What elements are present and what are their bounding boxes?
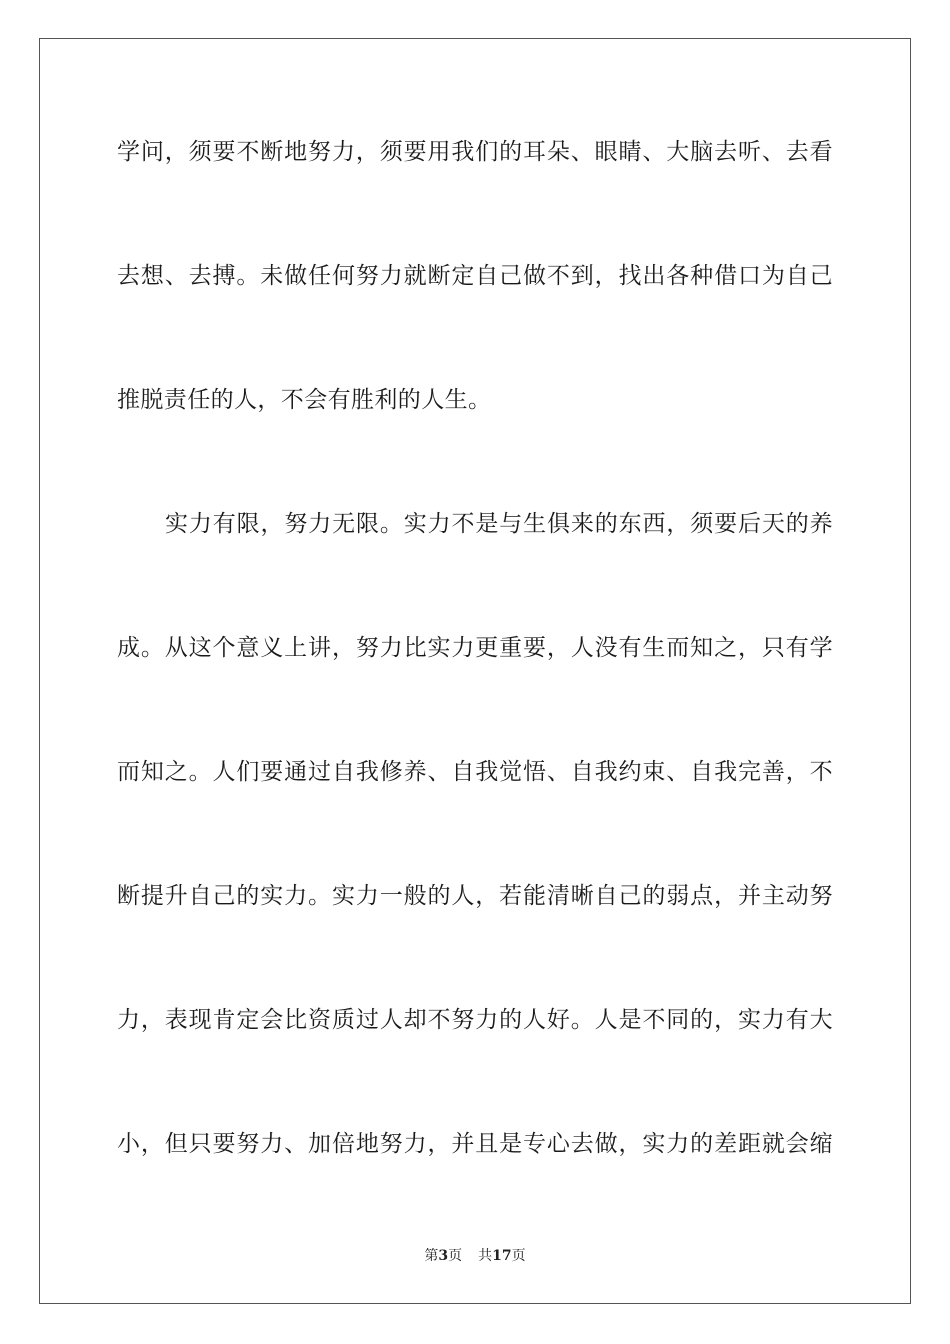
page-suffix: 页: [448, 1248, 463, 1264]
text-line-5: 成。从这个意义上讲，努力比实力更重要，人没有生而知之，只有学: [117, 635, 833, 661]
text-line-3: 推脱责任的人，不会有胜利的人生。: [117, 387, 492, 413]
total-prefix: 共: [478, 1248, 493, 1264]
text-line-2: 去想、去搏。未做任何努力就断定自己做不到，找出各种借口为自己: [117, 263, 833, 289]
text-line-4: 实力有限，努力无限。实力不是与生俱来的东西，须要后天的养: [165, 511, 833, 537]
text-line-8: 力，表现肯定会比资质过人却不努力的人好。人是不同的，实力有大: [117, 1007, 833, 1033]
page-border: [39, 38, 911, 1304]
text-line-1: 学问，须要不断地努力，须要用我们的耳朵、眼睛、大脑去听、去看: [117, 139, 833, 165]
text-line-9: 小，但只要努力、加倍地努力，并且是专心去做，实力的差距就会缩: [117, 1131, 833, 1157]
page-prefix: 第: [424, 1248, 439, 1264]
page-number: 3: [438, 1248, 449, 1264]
total-pages: 17: [492, 1248, 512, 1264]
text-line-6: 而知之。人们要通过自我修养、自我觉悟、自我约束、自我完善，不: [117, 759, 833, 785]
page-footer: [0, 1246, 950, 1266]
text-line-7: 断提升自己的实力。实力一般的人，若能清晰自己的弱点，并主动努: [117, 883, 833, 909]
total-suffix: 页: [511, 1248, 526, 1264]
